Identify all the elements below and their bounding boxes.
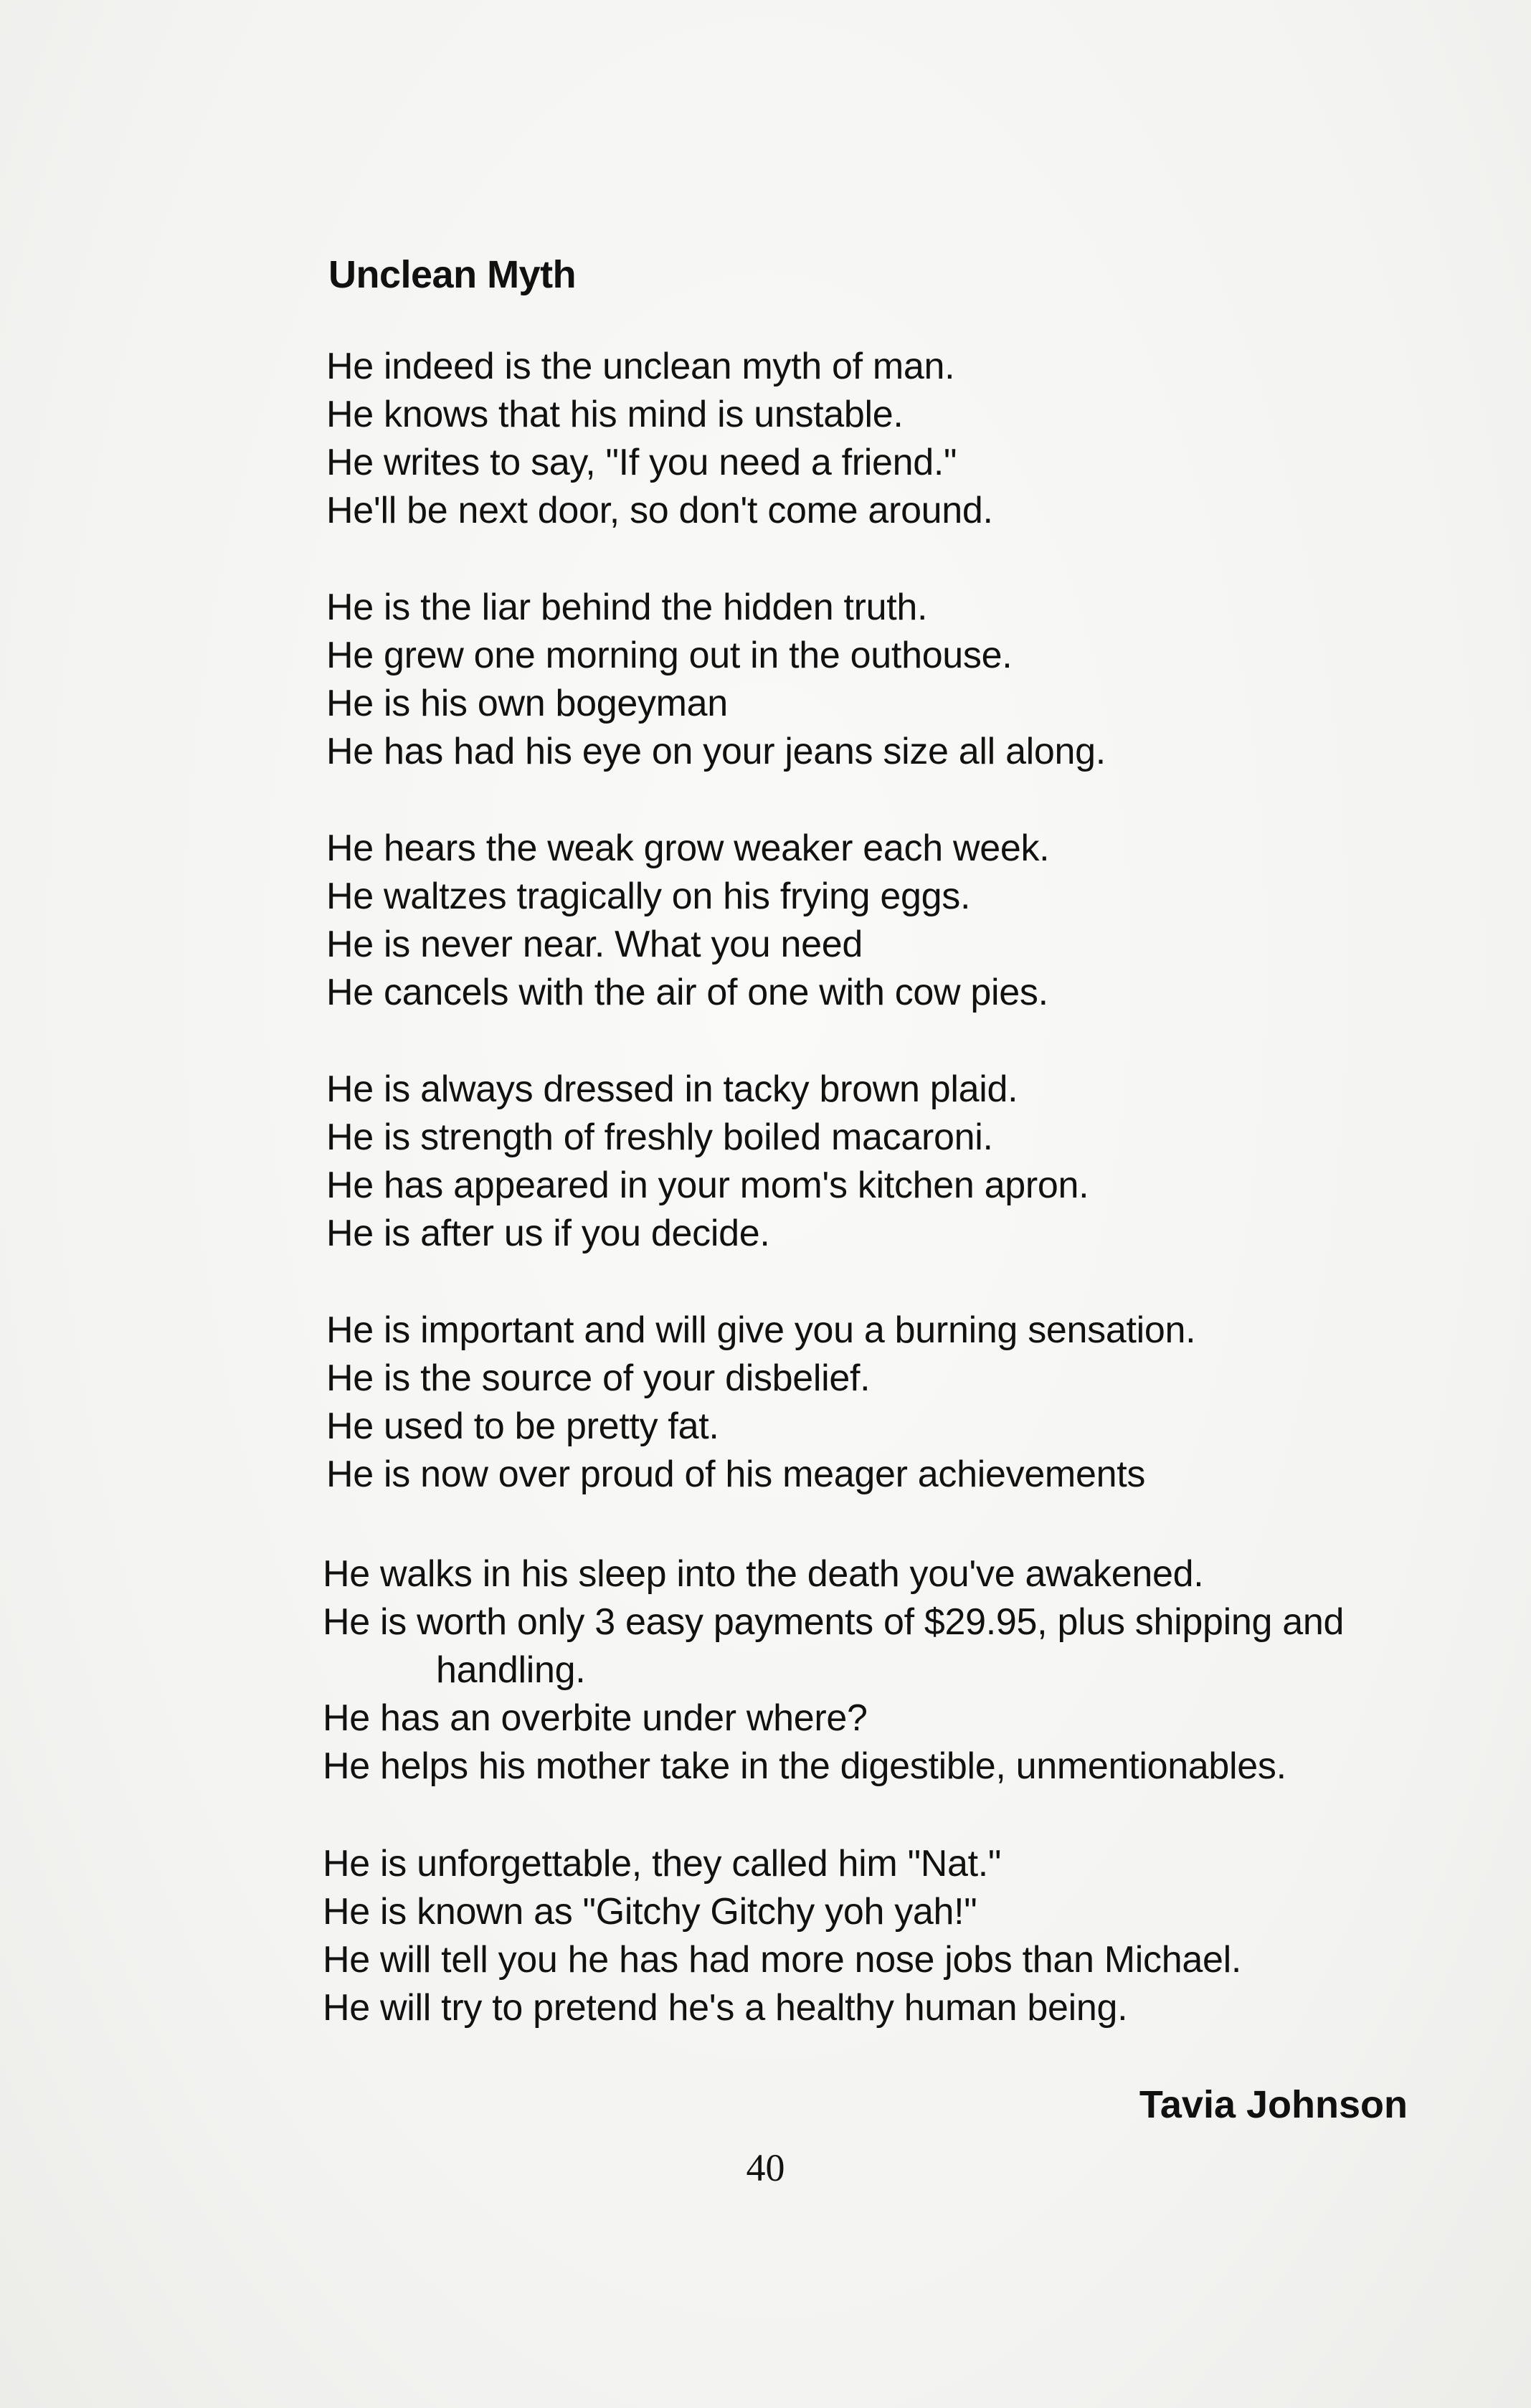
poem-line: He is the liar behind the hidden truth. [326, 587, 928, 628]
poem-line: He is strength of freshly boiled macaroni. [326, 1117, 993, 1158]
poem-line: He has appeared in your mom's kitchen apron. [326, 1165, 1089, 1206]
stanza-4 [326, 1066, 1502, 1258]
poem-line: He walks in his sleep into the death you've awakened. [323, 1553, 1204, 1595]
poem-line-continuation: handling. [436, 1649, 586, 1691]
poem-line: He is known as "Gitchy Gitchy yoh yah!" [323, 1891, 977, 1933]
poem-line: He helps his mother take in the digestible, unmentionables. [323, 1745, 1286, 1787]
stanza-6 [323, 1550, 1499, 1791]
poem-line: He is important and will give you a burning sensation. [326, 1309, 1196, 1351]
poem-line: He knows that his mind is unstable. [326, 394, 904, 435]
author-name: Tavia Johnson [1139, 2083, 1408, 2126]
poem-line: He grew one morning out in the outhouse. [326, 635, 1013, 676]
poem-line: He will tell you he has had more nose jobs than Michael. [323, 1939, 1242, 1981]
poem-line: He will try to pretend he's a healthy human being. [323, 1987, 1128, 2029]
poem-line: He is always dressed in tacky brown plaid. [326, 1068, 1018, 1110]
poem-line: He is after us if you decide. [326, 1213, 770, 1254]
poem-line: He is worth only 3 easy payments of $29.95, plus shipping and [323, 1601, 1345, 1643]
poem-line: He cancels with the air of one with cow pies. [326, 972, 1048, 1013]
stanza-7 [323, 1840, 1499, 2032]
poem-line: He used to be pretty fat. [326, 1406, 719, 1447]
stanza-1 [326, 343, 1502, 535]
poem-line: He writes to say, "If you need a friend." [326, 442, 957, 483]
poem-line: He'll be next door, so don't come around. [326, 490, 993, 531]
poem-line: He is the source of your disbelief. [326, 1357, 871, 1399]
poem-line: He is his own bogeyman [326, 683, 728, 724]
poem-title: Unclean Myth [328, 253, 577, 296]
poem-line: He is now over proud of his meager achievements [326, 1454, 1146, 1495]
stanza-3 [326, 825, 1502, 1017]
stanza-5 [326, 1307, 1502, 1499]
page-number: 40 [746, 2146, 785, 2189]
poem-line: He waltzes tragically on his frying eggs. [326, 876, 971, 917]
poem-line: He hears the weak grow weaker each week. [326, 828, 1050, 869]
poem-line: He is unforgettable, they called him "Nat." [323, 1843, 1002, 1885]
stanza-2 [326, 584, 1502, 776]
poem-line: He is never near. What you need [326, 924, 863, 965]
poem-line: He has had his eye on your jeans size all along. [326, 731, 1106, 772]
poem-line: He has an overbite under where? [323, 1697, 868, 1739]
poem-line: He indeed is the unclean myth of man. [326, 346, 955, 387]
